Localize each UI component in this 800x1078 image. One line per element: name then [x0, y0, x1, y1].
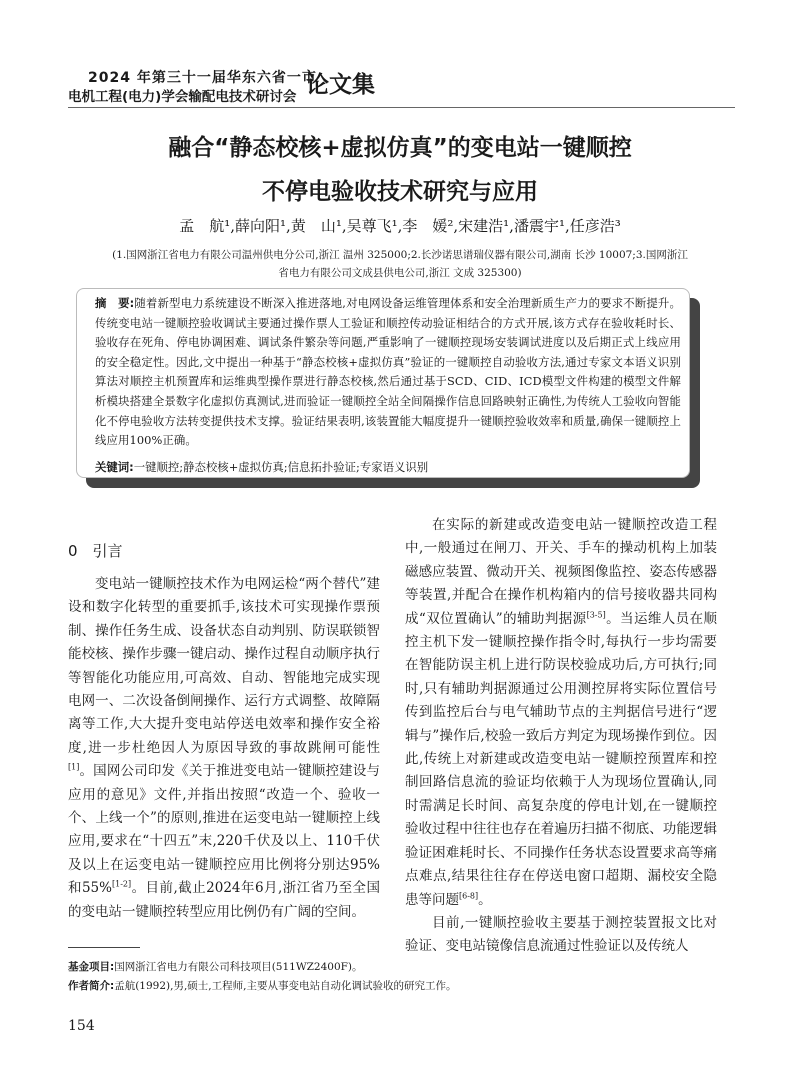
header-conference-line2: 电机工程(电力)学会输配电技术研讨会 [68, 89, 297, 105]
affiliation-line2: 省电力有限公司文成县供电公司,浙江 文成 325300) [278, 267, 522, 279]
paragraph-text: 在实际的新建或改造变电站一键顺控改造工程中,一般通过在闸刀、开关、手车的操动机构上加装磁感应装置、微动开关、视频图像监控、姿态传感器等装置,并配合在操作机构箱内的信号接收器共同构成“双位置确认”的辅助判据源 [405, 517, 717, 627]
keywords-label: 关键词: [95, 460, 134, 474]
paragraph-text: 。当运维人员在顺控主机下发一键顺控操作指令时,每执行一步均需要在智能防误主机上进行防误校验成功后,方可执行;同时,只有辅助判据源通过公用测控屏将实际位置信号传到监控后台与电气辅助节点的主判据信号进行“逻辑与”操作后,校验一致后方判定为现场操作到位。因此,传统上对新建或改造变电站一键顺控预置库和控制回路信息流的验证均依赖于人为现场位置确认,同时需满足长时间、高复杂度的停电计划,在一键顺控验收过程中往往也存在着遍历扫描不彻底、功能逻辑验证困难耗时长、不同操作任务状态设置要求高等痛点难点,结果往往存在停送电窗口超期、漏校安全隐患等问题 [405, 610, 717, 908]
footnote-author-text: 孟航(1992),男,硕士,工程师,主要从事变电站自动化调试验收的研究工作。 [114, 980, 457, 992]
abstract [95, 294, 681, 451]
body-column-right [405, 514, 717, 959]
footnote-funding [68, 959, 363, 974]
page-number: 154 [68, 1018, 95, 1034]
paragraph [68, 573, 380, 924]
paragraph-text: 。 [478, 891, 492, 908]
paragraph-text: 目前,一键顺控验收主要基于测控装置报文比对验证、变电站镜像信息流通过性验证以及传统人 [405, 914, 717, 955]
footnote-divider [68, 947, 140, 948]
section-heading-introduction: 0 引言 [68, 542, 123, 560]
footnote-author-label: 作者简介: [68, 980, 115, 992]
citation: [3-5] [586, 610, 606, 620]
author-list: 孟 航¹,薛向阳¹,黄 山¹,吴尊飞¹,李 媛²,宋建浩¹,潘震宇¹,任彦浩³ [179, 217, 621, 235]
citation: [1] [68, 762, 80, 772]
footnote-funding-label: 基金项目: [68, 961, 115, 973]
body-column-left [68, 573, 380, 924]
abstract-label: 摘 要: [95, 296, 135, 310]
paragraph [405, 912, 717, 959]
keywords-text: 一键顺控;静态校核+虚拟仿真;信息拓扑验证;专家语义识别 [133, 460, 429, 474]
paragraph-text: 变电站一键顺控技术作为电网运检“两个替代”建设和数字化转型的重要抓手,该技术可实现操作票预制、操作任务生成、设备状态自动判别、防误联锁智能校核、操作步骤一键启动、操作过程自动顺序执行等智能化功能应用,可高效、自动、智能地完成实现电网一、二次设备倒闸操作、运行方式调整、故障隔离等工作,大大提升变电站停送电效率和操作安全裕度,进一步杜绝因人为原因导致的事故跳闸可能性 [68, 576, 380, 756]
paper-title-line2: 不停电验收技术研究与应用 [262, 179, 538, 205]
affiliation-line1: (1.国网浙江省电力有限公司温州供电分公司,浙江 温州 325000;2.长沙诺思谱瑞仪器有限公司,湖南 长沙 10007;3.国网浙江 [112, 249, 688, 261]
citation: [1-2] [111, 879, 132, 889]
header-divider [68, 107, 735, 108]
abstract-text: 随着新型电力系统建设不断深入推进落地,对电网设备运维管理体系和安全治理新质生产力的要求不断提升。传统变电站一键顺控验收调试主要通过操作票人工验证和顺控传动验证相结合的方式开展,该方式存在验收耗时长、验收存在死角、停电协调困难、调试条件繁杂等问题,严重影响了一键顺控现场安装调试进度以及后期正式上线应用的安全稳定性。因此,文中提出一种基于“静态校核+虚拟仿真”验证的一键顺控自动验收方法,通过专家文本语义识别算法对顺控主机预置库和运维典型操作票进行静态校核,然后通过基于SCD、CID、ICD模型文件构建的模型文件解析模块搭建全景数字化虚拟仿真测试,进而验证一键顺控全站全间隔操作信息回路映射正确性,为传统人工验收向智能化不停电验收方法转变提供技术支撑。验证结果表明,该装置能大幅度提升一键顺控验收效率和质量,确保一键顺控上线应用100%正确。 [95, 296, 681, 448]
citation: [6-8] [459, 891, 479, 900]
paragraph [405, 514, 717, 912]
keywords [95, 459, 681, 475]
header-conference-line1: 2024 年第三十一届华东六省一市 [88, 70, 317, 86]
paper-title-line1: 融合“静态校核+虚拟仿真”的变电站一键顺控 [168, 135, 632, 161]
header-collection-title: 论文集 [306, 72, 375, 98]
footnote-funding-text: 国网浙江省电力有限公司科技项目(511WZ2400F)。 [114, 961, 363, 973]
paragraph-text: 。国网公司印发《关于推进变电站一键顺控建设与应用的意见》文件,并指出按照“改造一个、验收一个、上线一个”的原则,推进在运变电站一键顺控上线应用,要求在“十四五”末,220千伏及以上、110千伏及以上在运变电站一键顺控应用比例将分别达95%和55% [68, 763, 380, 897]
paragraph-text: 。目前,截止2024年6月,浙江省乃至全国的变电站一键顺控转型应用比例仍有广阔的空间。 [68, 880, 381, 920]
footnote-author-bio [68, 978, 456, 993]
